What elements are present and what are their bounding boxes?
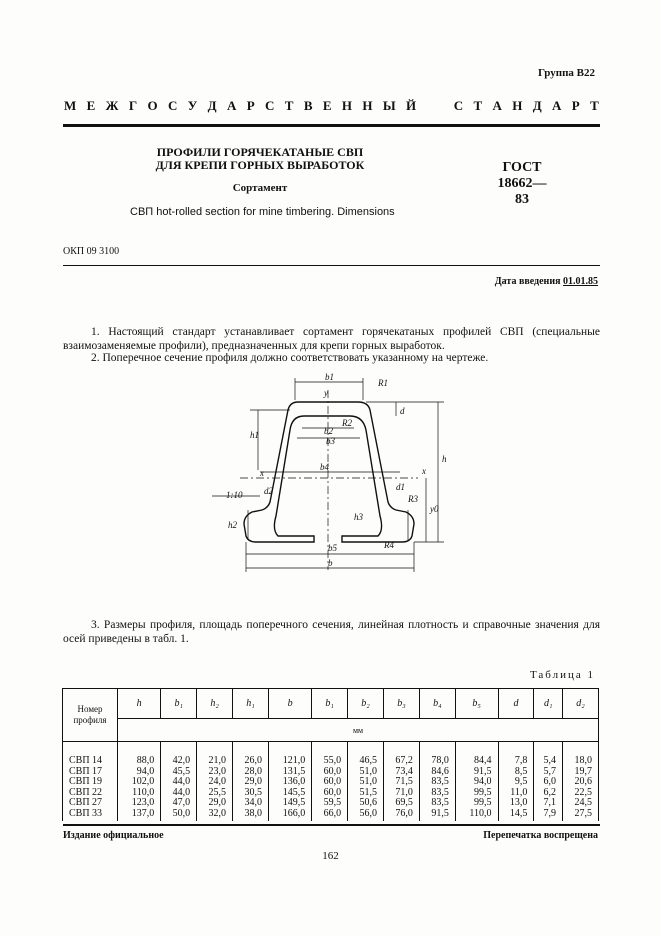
column-header: h bbox=[118, 689, 161, 719]
value-cell: 94,0 bbox=[455, 777, 498, 788]
value-cell: 24,0 bbox=[197, 777, 233, 788]
column-header-profile-line-1: Номер bbox=[77, 704, 103, 714]
standard-title-letter: Р bbox=[571, 98, 580, 113]
standard-title-letter: С bbox=[168, 98, 178, 113]
value-cell: 32,0 bbox=[197, 809, 233, 822]
standard-title-letter: Е bbox=[86, 98, 96, 113]
standard-title-letter: Е bbox=[322, 98, 332, 113]
profile-name-cell: СВП 33 bbox=[63, 809, 118, 822]
label-d1: d1 bbox=[396, 482, 405, 492]
value-cell: 99,5 bbox=[455, 798, 498, 809]
value-cell: 18,0 bbox=[563, 742, 599, 767]
column-header: h₁ bbox=[233, 689, 269, 719]
value-cell: 51,0 bbox=[348, 767, 384, 778]
value-cell: 136,0 bbox=[268, 777, 311, 788]
value-cell: 76,0 bbox=[384, 809, 420, 822]
label-d2: d2 bbox=[264, 486, 273, 496]
standard-title-letter: Т bbox=[284, 98, 294, 113]
value-cell: 25,5 bbox=[197, 788, 233, 799]
standard-title bbox=[64, 98, 599, 114]
standard-title-letter: Г bbox=[128, 98, 138, 113]
value-cell: 110,0 bbox=[455, 809, 498, 822]
standard-title-letter: М bbox=[64, 98, 77, 113]
intro-date-label: Дата введения bbox=[494, 276, 561, 287]
english-title: СВП hot-rolled section for mine timbering. Dimensions bbox=[130, 206, 395, 218]
column-header: d₂ bbox=[563, 689, 599, 719]
column-header: b₄ bbox=[419, 689, 455, 719]
page-number: 162 bbox=[322, 850, 339, 862]
standard-title-letter: Д bbox=[207, 98, 217, 113]
standard-title-letter: Р bbox=[246, 98, 255, 113]
column-header-profile-line-2: профиля bbox=[73, 715, 107, 725]
value-cell: 73,4 bbox=[384, 767, 420, 778]
value-cell: 131,5 bbox=[268, 767, 311, 778]
standard-title-letter: Й bbox=[405, 98, 417, 113]
introduction-date bbox=[495, 276, 598, 287]
value-cell: 8,5 bbox=[498, 767, 534, 778]
gost-designation bbox=[492, 160, 552, 208]
column-header: d₁ bbox=[534, 689, 563, 719]
column-header-profile bbox=[63, 689, 118, 742]
value-cell: 9,5 bbox=[498, 777, 534, 788]
footer-official-edition: Издание официальное bbox=[63, 830, 164, 841]
value-cell: 88,0 bbox=[118, 742, 161, 767]
value-cell: 6,2 bbox=[534, 788, 563, 799]
group-code: Группа В22 bbox=[537, 67, 595, 79]
value-cell: 14,5 bbox=[498, 809, 534, 822]
label-h: h bbox=[442, 454, 447, 464]
value-cell: 44,0 bbox=[161, 777, 197, 788]
standard-title-letter: Т bbox=[590, 98, 599, 113]
label-x-left: x bbox=[260, 468, 264, 478]
value-cell: 45,5 bbox=[161, 767, 197, 778]
column-header: b₂ bbox=[348, 689, 384, 719]
value-cell: 99,5 bbox=[455, 788, 498, 799]
value-cell: 38,0 bbox=[233, 809, 269, 822]
profile-name-cell: СВП 19 bbox=[63, 777, 118, 788]
paragraph-2-text: 2. Поперечное сечение профиля должно соответствовать указанному на чертеже. bbox=[91, 352, 489, 364]
value-cell: 110,0 bbox=[118, 788, 161, 799]
profile-name-cell: СВП 22 bbox=[63, 788, 118, 799]
standard-title-letter: Н bbox=[512, 98, 523, 113]
standard-title-letter: С bbox=[265, 98, 275, 113]
standard-title-letter bbox=[426, 98, 429, 114]
value-cell: 13,0 bbox=[498, 798, 534, 809]
paragraph-1 bbox=[63, 325, 600, 353]
column-header: b₁ bbox=[312, 689, 348, 719]
standard-title-letter: С bbox=[453, 98, 464, 113]
column-header: h₂ bbox=[197, 689, 233, 719]
title-line-2: ДЛЯ КРЕПИ ГОРНЫХ ВЫРАБОТОК bbox=[155, 158, 365, 172]
standard-title-letter bbox=[440, 98, 443, 114]
gost-label: ГОСТ bbox=[502, 160, 542, 175]
value-cell: 5,4 bbox=[534, 742, 563, 767]
value-cell: 27,5 bbox=[563, 809, 599, 822]
column-header: b bbox=[268, 689, 311, 719]
value-cell: 26,0 bbox=[233, 742, 269, 767]
value-cell: 34,0 bbox=[233, 798, 269, 809]
label-r2: R2 bbox=[342, 418, 352, 428]
subtitle: Сортамент bbox=[232, 182, 288, 194]
value-cell: 7,1 bbox=[534, 798, 563, 809]
standard-title-letter: Д bbox=[532, 98, 542, 113]
okp-code: ОКП 09 3100 bbox=[63, 246, 120, 257]
value-cell: 24,5 bbox=[563, 798, 599, 809]
label-r3: R3 bbox=[408, 494, 418, 504]
profile-cross-section-drawing bbox=[200, 370, 460, 585]
table-row bbox=[63, 777, 599, 788]
footer-reprint-prohibited: Перепечатка воспрещена bbox=[483, 830, 598, 841]
label-b3: b3 bbox=[326, 436, 335, 446]
footer-rule bbox=[63, 824, 600, 826]
column-header: d bbox=[498, 689, 534, 719]
value-cell: 5,7 bbox=[534, 767, 563, 778]
table-row bbox=[63, 809, 599, 822]
value-cell: 46,5 bbox=[348, 742, 384, 767]
title-line-1: ПРОФИЛИ ГОРЯЧЕКАТАНЫЕ СВП bbox=[156, 145, 364, 159]
value-cell: 60,0 bbox=[312, 767, 348, 778]
column-header: b₅ bbox=[455, 689, 498, 719]
paragraph-2 bbox=[63, 351, 600, 365]
value-cell: 55,0 bbox=[312, 742, 348, 767]
value-cell: 50,6 bbox=[348, 798, 384, 809]
value-cell: 91,5 bbox=[419, 809, 455, 822]
value-cell: 66,0 bbox=[312, 809, 348, 822]
standard-title-letter: А bbox=[552, 98, 562, 113]
value-cell: 91,5 bbox=[455, 767, 498, 778]
value-cell: 123,0 bbox=[118, 798, 161, 809]
value-cell: 42,0 bbox=[161, 742, 197, 767]
table-header-row bbox=[63, 689, 599, 719]
value-cell: 84,6 bbox=[419, 767, 455, 778]
value-cell: 23,0 bbox=[197, 767, 233, 778]
value-cell: 28,0 bbox=[233, 767, 269, 778]
label-h1: h1 bbox=[250, 430, 259, 440]
value-cell: 149,5 bbox=[268, 798, 311, 809]
column-header: b₃ bbox=[384, 689, 420, 719]
label-h3: h3 bbox=[354, 512, 363, 522]
value-cell: 7,9 bbox=[534, 809, 563, 822]
table-row bbox=[63, 742, 599, 767]
paragraph-1-text: 1. Настоящий стандарт устанавливает сортамент горячекатаных профилей СВП (специальные взаимозаменяемые профили), предназначенных для крепи горных выработок. bbox=[63, 326, 600, 352]
label-b5: b5 bbox=[328, 543, 337, 553]
profile-name-cell: СВП 14 bbox=[63, 742, 118, 767]
standard-title-letter: Ж bbox=[105, 98, 119, 113]
standard-title-letter: Н bbox=[341, 98, 353, 113]
standard-title-letter: У bbox=[187, 98, 198, 113]
label-d: d bbox=[400, 406, 405, 416]
label-b: b bbox=[328, 558, 333, 568]
label-y: y bbox=[324, 388, 328, 398]
value-cell: 11,0 bbox=[498, 788, 534, 799]
value-cell: 60,0 bbox=[312, 777, 348, 788]
value-cell: 102,0 bbox=[118, 777, 161, 788]
label-r4: R4 bbox=[384, 540, 394, 550]
header-rule bbox=[63, 265, 600, 266]
value-cell: 22,5 bbox=[563, 788, 599, 799]
standard-title-letter: Ы bbox=[382, 98, 396, 113]
label-r1: R1 bbox=[378, 378, 388, 388]
standard-title-letter: Т bbox=[473, 98, 483, 113]
value-cell: 7,8 bbox=[498, 742, 534, 767]
standard-title-letter: В bbox=[303, 98, 313, 113]
value-cell: 59,5 bbox=[312, 798, 348, 809]
value-cell: 29,0 bbox=[197, 798, 233, 809]
value-cell: 83,5 bbox=[419, 788, 455, 799]
label-b2: b2 bbox=[324, 426, 333, 436]
value-cell: 67,2 bbox=[384, 742, 420, 767]
value-cell: 19,7 bbox=[563, 767, 599, 778]
value-cell: 51,0 bbox=[348, 777, 384, 788]
label-slope: 1:10 bbox=[226, 490, 243, 500]
value-cell: 71,5 bbox=[384, 777, 420, 788]
value-cell: 30,5 bbox=[233, 788, 269, 799]
value-cell: 94,0 bbox=[118, 767, 161, 778]
value-cell: 51,5 bbox=[348, 788, 384, 799]
unit-cell: мм bbox=[118, 719, 599, 742]
value-cell: 60,0 bbox=[312, 788, 348, 799]
intro-date-value: 01.01.85 bbox=[563, 276, 598, 287]
standard-title-letter: Н bbox=[362, 98, 373, 113]
value-cell: 20,6 bbox=[563, 777, 599, 788]
label-b1: b1 bbox=[325, 372, 334, 382]
standard-title-letter: А bbox=[492, 98, 502, 113]
label-y0: y0 bbox=[430, 504, 439, 514]
value-cell: 83,5 bbox=[419, 777, 455, 788]
standard-title-letter: А bbox=[226, 98, 237, 113]
label-b4: b4 bbox=[320, 462, 329, 472]
value-cell: 137,0 bbox=[118, 809, 161, 822]
value-cell: 71,0 bbox=[384, 788, 420, 799]
value-cell: 6,0 bbox=[534, 777, 563, 788]
value-cell: 56,0 bbox=[348, 809, 384, 822]
dimensions-table bbox=[62, 688, 599, 821]
value-cell: 29,0 bbox=[233, 777, 269, 788]
column-header: b₁ bbox=[161, 689, 197, 719]
table-row bbox=[63, 798, 599, 809]
value-cell: 145,5 bbox=[268, 788, 311, 799]
paragraph-3-text: 3. Размеры профиля, площадь поперечного сечения, линейная плотность и справочные значения для осей приведены в табл. 1. bbox=[63, 619, 600, 645]
profile-name-cell: СВП 17 bbox=[63, 767, 118, 778]
paragraph-3 bbox=[63, 618, 600, 646]
value-cell: 21,0 bbox=[197, 742, 233, 767]
gost-number: 18662—83 bbox=[497, 176, 547, 207]
table-caption: Таблица 1 bbox=[529, 669, 595, 681]
label-h2: h2 bbox=[228, 520, 237, 530]
value-cell: 83,5 bbox=[419, 798, 455, 809]
profile-name-cell: СВП 27 bbox=[63, 798, 118, 809]
standard-title-letter: О bbox=[147, 98, 158, 113]
value-cell: 44,0 bbox=[161, 788, 197, 799]
table-body bbox=[63, 742, 599, 822]
value-cell: 47,0 bbox=[161, 798, 197, 809]
label-x-right: x bbox=[422, 466, 426, 476]
value-cell: 84,4 bbox=[455, 742, 498, 767]
value-cell: 121,0 bbox=[268, 742, 311, 767]
value-cell: 69,5 bbox=[384, 798, 420, 809]
value-cell: 50,0 bbox=[161, 809, 197, 822]
document-title bbox=[130, 146, 390, 172]
top-rule bbox=[63, 124, 600, 127]
table-unit-row bbox=[63, 719, 599, 742]
value-cell: 78,0 bbox=[419, 742, 455, 767]
value-cell: 166,0 bbox=[268, 809, 311, 822]
